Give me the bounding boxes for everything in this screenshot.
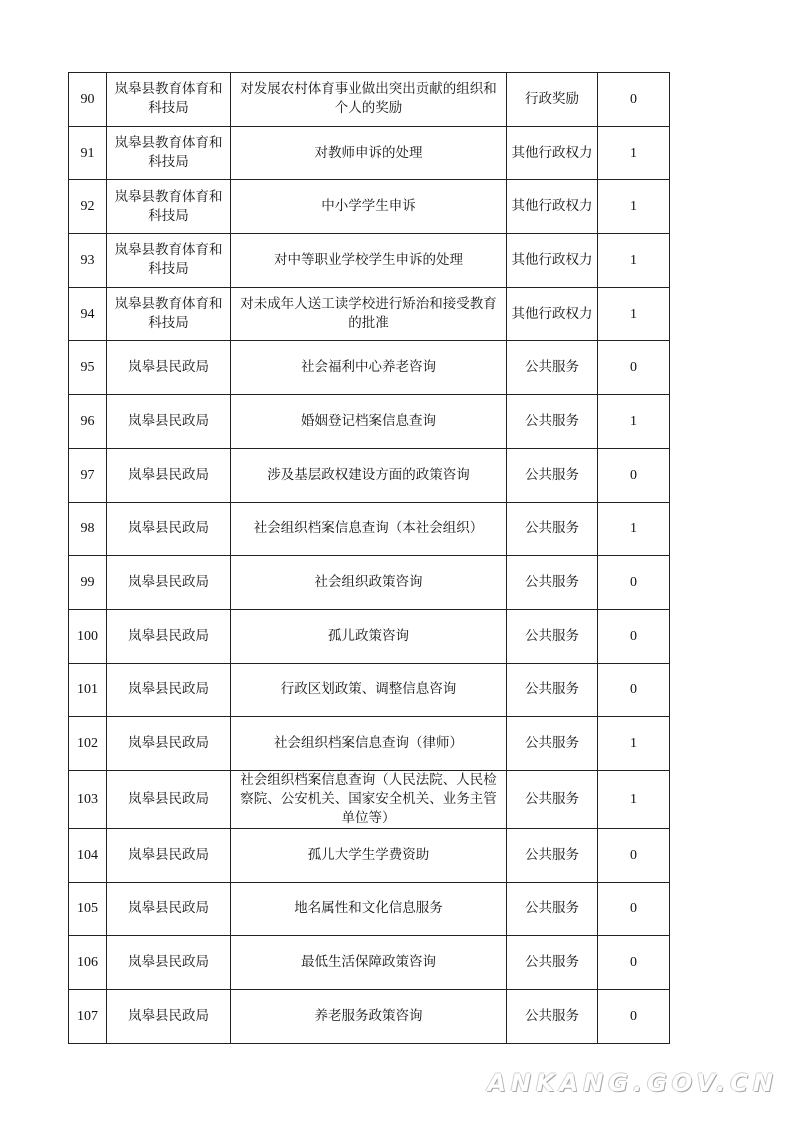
power-type-cell: 其他行政权力 — [507, 287, 598, 341]
table-row — [69, 936, 670, 990]
row-number-cell: 98 — [69, 502, 107, 556]
row-number-cell: 93 — [69, 234, 107, 288]
item-name-cell: 行政区划政策、调整信息咨询 — [231, 663, 507, 717]
table-row — [69, 717, 670, 771]
department-cell: 岚皋县民政局 — [107, 502, 231, 556]
power-list-table — [68, 72, 670, 1044]
count-cell: 1 — [598, 180, 670, 234]
power-type-cell: 公共服务 — [507, 717, 598, 771]
power-type-cell: 公共服务 — [507, 990, 598, 1044]
department-cell: 岚皋县教育体育和科技局 — [107, 234, 231, 288]
count-cell: 1 — [598, 234, 670, 288]
department-cell: 岚皋县民政局 — [107, 717, 231, 771]
department-cell: 岚皋县教育体育和科技局 — [107, 126, 231, 180]
power-type-cell: 其他行政权力 — [507, 234, 598, 288]
table-row — [69, 663, 670, 717]
department-cell: 岚皋县民政局 — [107, 990, 231, 1044]
item-name-cell: 社会福利中心养老咨询 — [231, 341, 507, 395]
power-type-cell: 公共服务 — [507, 828, 598, 882]
row-number-cell: 92 — [69, 180, 107, 234]
count-cell: 0 — [598, 882, 670, 936]
power-type-cell: 行政奖励 — [507, 73, 598, 127]
row-number-cell: 107 — [69, 990, 107, 1044]
table-row — [69, 341, 670, 395]
item-name-cell: 对中等职业学校学生申诉的处理 — [231, 234, 507, 288]
department-cell: 岚皋县民政局 — [107, 341, 231, 395]
table-row — [69, 882, 670, 936]
table-row — [69, 287, 670, 341]
count-cell: 0 — [598, 936, 670, 990]
row-number-cell: 96 — [69, 395, 107, 449]
table-row — [69, 828, 670, 882]
power-type-cell: 公共服务 — [507, 663, 598, 717]
row-number-cell: 95 — [69, 341, 107, 395]
item-name-cell: 养老服务政策咨询 — [231, 990, 507, 1044]
count-cell: 0 — [598, 73, 670, 127]
row-number-cell: 104 — [69, 828, 107, 882]
power-type-cell: 公共服务 — [507, 609, 598, 663]
row-number-cell: 105 — [69, 882, 107, 936]
power-type-cell: 公共服务 — [507, 502, 598, 556]
count-cell: 1 — [598, 395, 670, 449]
count-cell: 0 — [598, 828, 670, 882]
count-cell: 1 — [598, 126, 670, 180]
power-type-cell: 公共服务 — [507, 882, 598, 936]
item-name-cell: 对发展农村体育事业做出突出贡献的组织和个人的奖励 — [231, 73, 507, 127]
count-cell: 1 — [598, 770, 670, 828]
row-number-cell: 103 — [69, 770, 107, 828]
row-number-cell: 90 — [69, 73, 107, 127]
item-name-cell: 社会组织档案信息查询（律师） — [231, 717, 507, 771]
row-number-cell: 91 — [69, 126, 107, 180]
table-row — [69, 609, 670, 663]
power-type-cell: 公共服务 — [507, 341, 598, 395]
item-name-cell: 对未成年人送工读学校进行矫治和接受教育的批准 — [231, 287, 507, 341]
department-cell: 岚皋县教育体育和科技局 — [107, 73, 231, 127]
count-cell: 0 — [598, 663, 670, 717]
item-name-cell: 婚姻登记档案信息查询 — [231, 395, 507, 449]
site-watermark: ANKANG.GOV.CN — [487, 1069, 778, 1097]
table-row — [69, 234, 670, 288]
item-name-cell: 最低生活保障政策咨询 — [231, 936, 507, 990]
power-type-cell: 公共服务 — [507, 770, 598, 828]
department-cell: 岚皋县民政局 — [107, 395, 231, 449]
item-name-cell: 中小学学生申诉 — [231, 180, 507, 234]
count-cell: 1 — [598, 287, 670, 341]
row-number-cell: 94 — [69, 287, 107, 341]
item-name-cell: 涉及基层政权建设方面的政策咨询 — [231, 448, 507, 502]
row-number-cell: 97 — [69, 448, 107, 502]
power-type-cell: 其他行政权力 — [507, 180, 598, 234]
table-row — [69, 990, 670, 1044]
count-cell: 0 — [598, 448, 670, 502]
table-row — [69, 180, 670, 234]
department-cell: 岚皋县教育体育和科技局 — [107, 287, 231, 341]
item-name-cell: 社会组织档案信息查询（本社会组织） — [231, 502, 507, 556]
count-cell: 0 — [598, 556, 670, 610]
power-type-cell: 公共服务 — [507, 395, 598, 449]
table-row — [69, 73, 670, 127]
department-cell: 岚皋县民政局 — [107, 828, 231, 882]
table-row — [69, 448, 670, 502]
item-name-cell: 孤儿大学生学费资助 — [231, 828, 507, 882]
row-number-cell: 106 — [69, 936, 107, 990]
item-name-cell: 地名属性和文化信息服务 — [231, 882, 507, 936]
item-name-cell: 孤儿政策咨询 — [231, 609, 507, 663]
row-number-cell: 102 — [69, 717, 107, 771]
count-cell: 0 — [598, 990, 670, 1044]
department-cell: 岚皋县民政局 — [107, 882, 231, 936]
count-cell: 0 — [598, 609, 670, 663]
table-body — [69, 73, 670, 1044]
power-type-cell: 公共服务 — [507, 556, 598, 610]
department-cell: 岚皋县民政局 — [107, 936, 231, 990]
department-cell: 岚皋县民政局 — [107, 770, 231, 828]
table-row — [69, 502, 670, 556]
power-type-cell: 公共服务 — [507, 448, 598, 502]
count-cell: 1 — [598, 502, 670, 556]
table-row — [69, 126, 670, 180]
count-cell: 1 — [598, 717, 670, 771]
power-type-cell: 公共服务 — [507, 936, 598, 990]
department-cell: 岚皋县民政局 — [107, 663, 231, 717]
row-number-cell: 100 — [69, 609, 107, 663]
item-name-cell: 社会组织档案信息查询（人民法院、人民检察院、公安机关、国家安全机关、业务主管单位等） — [231, 770, 507, 828]
table-row — [69, 556, 670, 610]
department-cell: 岚皋县民政局 — [107, 448, 231, 502]
row-number-cell: 101 — [69, 663, 107, 717]
item-name-cell: 对教师申诉的处理 — [231, 126, 507, 180]
item-name-cell: 社会组织政策咨询 — [231, 556, 507, 610]
row-number-cell: 99 — [69, 556, 107, 610]
count-cell: 0 — [598, 341, 670, 395]
table-row — [69, 770, 670, 828]
department-cell: 岚皋县教育体育和科技局 — [107, 180, 231, 234]
department-cell: 岚皋县民政局 — [107, 609, 231, 663]
table-row — [69, 395, 670, 449]
department-cell: 岚皋县民政局 — [107, 556, 231, 610]
power-type-cell: 其他行政权力 — [507, 126, 598, 180]
